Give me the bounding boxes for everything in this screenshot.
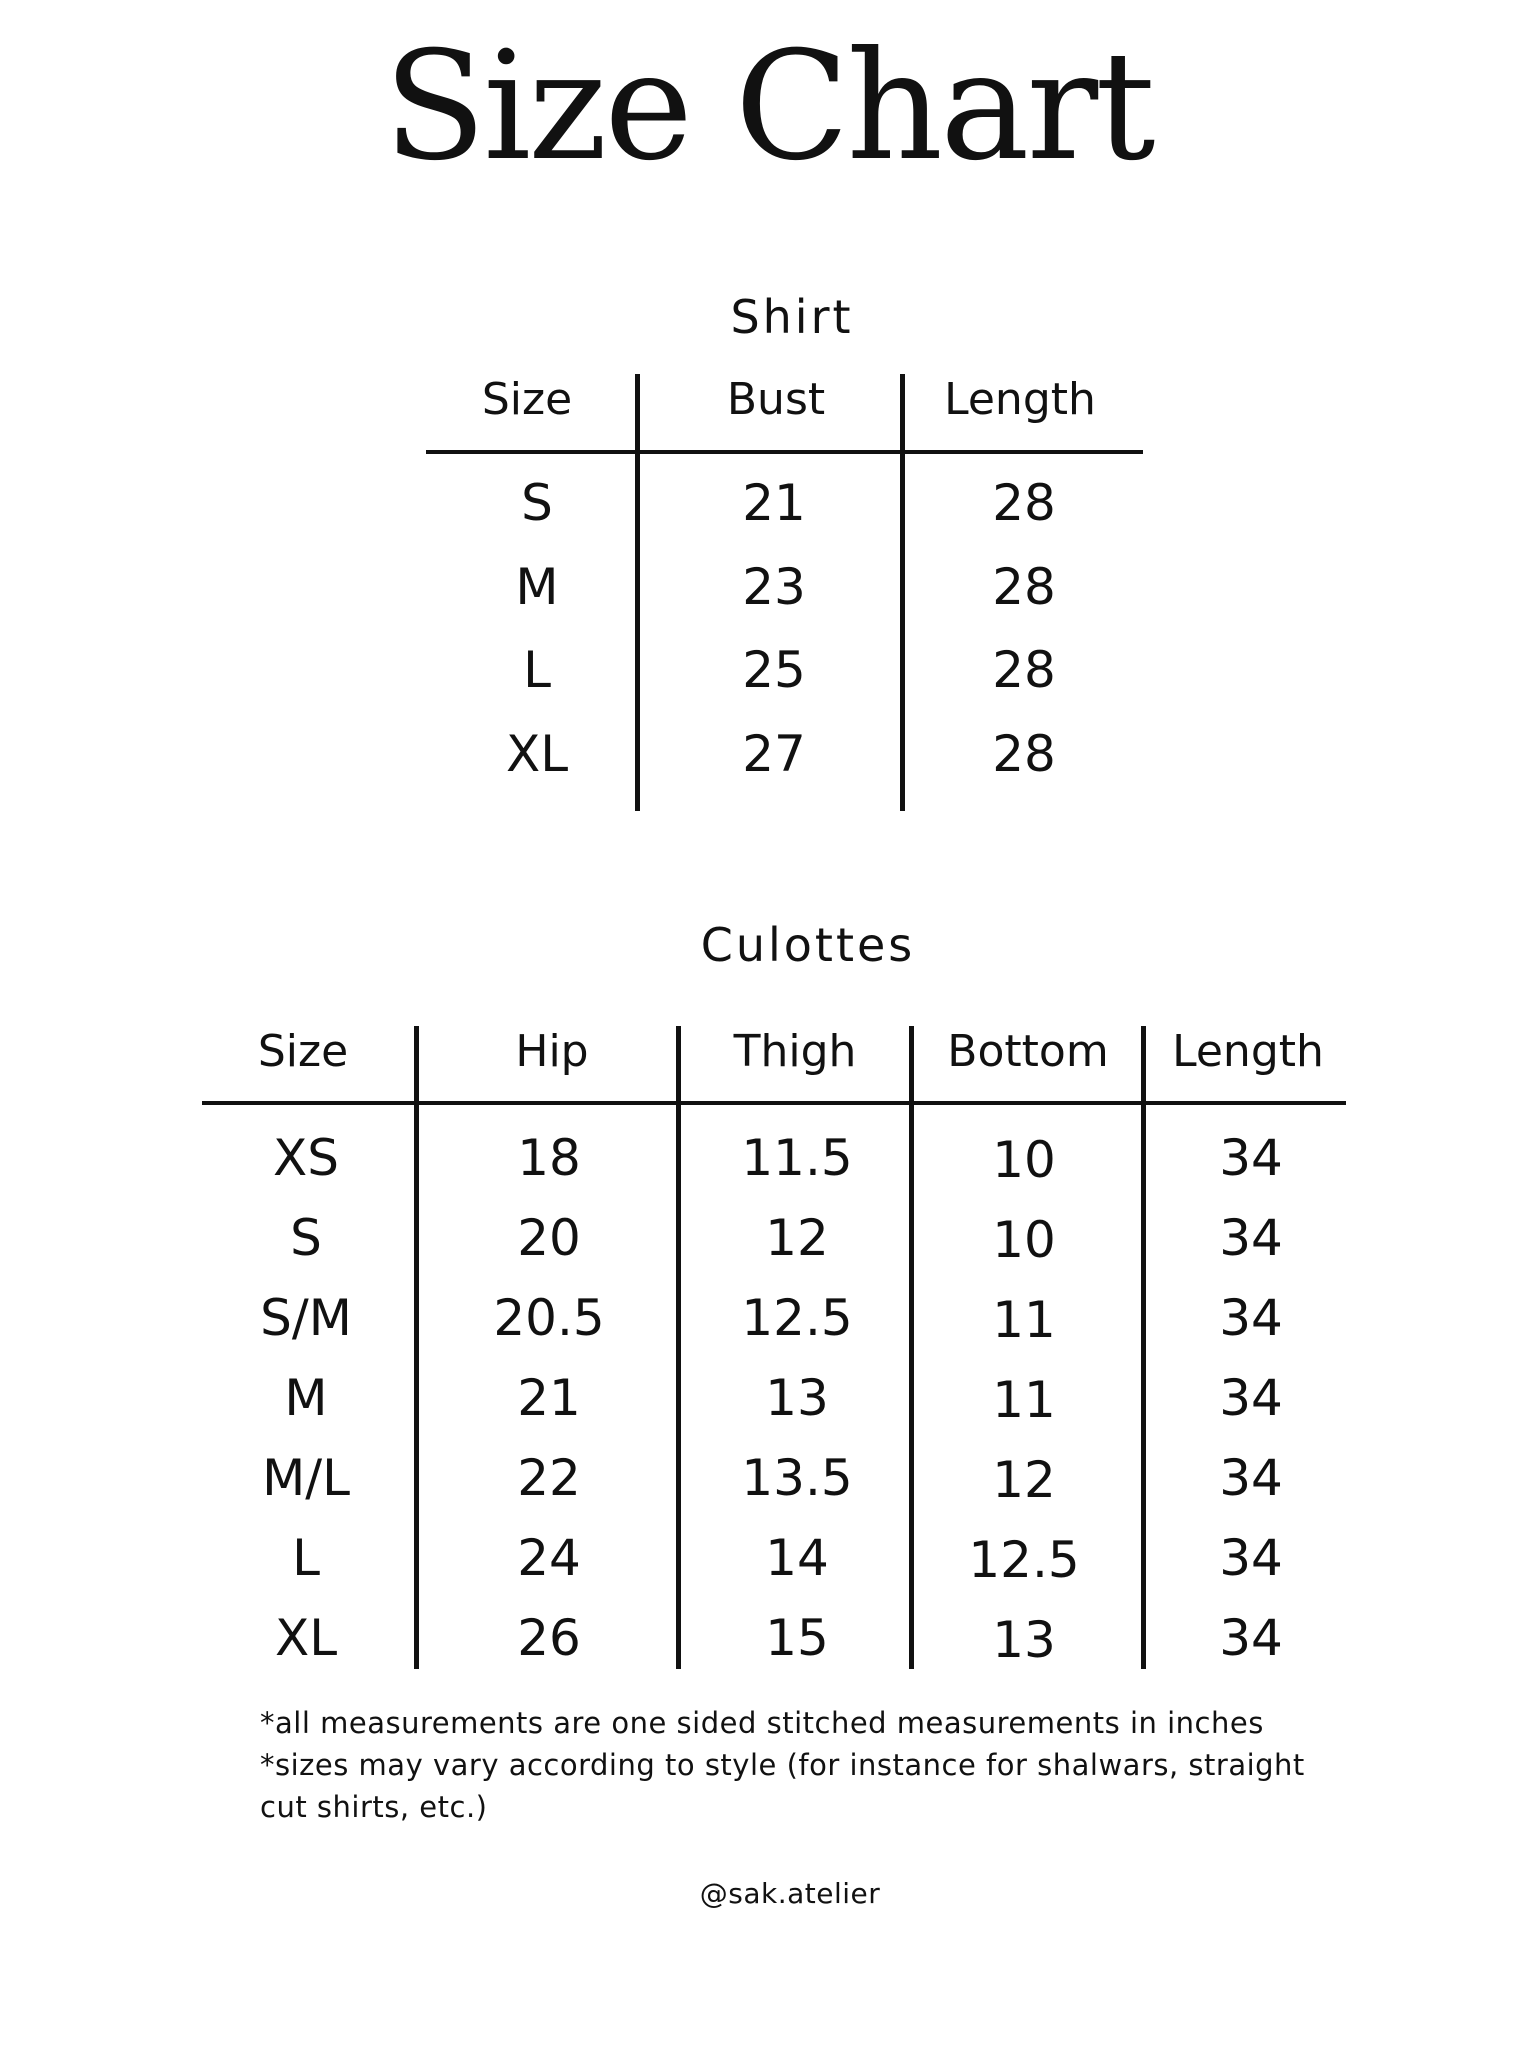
culottes-cell-size: S [290,1209,322,1267]
culottes-cell-size: M [284,1369,328,1427]
shirt-cell-size: L [523,641,551,699]
culottes-cell-bottom: 10 [992,1211,1056,1269]
shirt-header-size: Size [481,374,573,425]
brand-handle: @sak.atelier [699,1877,881,1910]
culottes-cell-length: 34 [1219,1609,1283,1667]
culottes-cell-length: 34 [1219,1369,1283,1427]
shirt-cell-size: M [515,558,559,616]
shirt-cell-length: 28 [992,641,1056,699]
culottes-column-divider [909,1026,914,1669]
shirt-cell-bust: 21 [742,474,806,532]
shirt-cell-bust: 25 [742,641,806,699]
footnote-line: *all measurements are one sided stitched measurements in inches [260,1706,1264,1740]
shirt-header-length: Length [944,374,1096,425]
shirt-cell-size: XL [505,725,569,783]
culottes-cell-size: S/M [260,1289,352,1347]
culottes-cell-thigh: 11.5 [741,1129,853,1187]
culottes-cell-hip: 26 [517,1609,581,1667]
shirt-header-bust: Bust [726,374,826,425]
culottes-cell-length: 34 [1219,1529,1283,1587]
culottes-cell-thigh: 14 [765,1529,829,1587]
culottes-cell-bottom: 10 [992,1131,1056,1189]
culottes-header-rule [202,1101,1346,1105]
culottes-cell-size: L [292,1529,320,1587]
culottes-cell-thigh: 13.5 [741,1449,853,1507]
culottes-cell-length: 34 [1219,1449,1283,1507]
culottes-header-hip: Hip [515,1026,589,1077]
culottes-column-divider [1141,1026,1146,1669]
culottes-cell-bottom: 12.5 [968,1531,1080,1589]
culottes-cell-bottom: 11 [992,1291,1056,1349]
footnote-line: *sizes may vary according to style (for instance for shalwars, straight [260,1748,1305,1782]
page-title: Size Chart [383,20,1153,194]
culottes-cell-thigh: 13 [765,1369,829,1427]
culottes-column-divider [676,1026,681,1669]
shirt-cell-length: 28 [992,474,1056,532]
shirt-column-divider [900,374,905,811]
shirt-cell-size: S [521,474,553,532]
shirt-cell-bust: 27 [742,725,806,783]
culottes-header-size: Size [257,1026,349,1077]
footnote-line: cut shirts, etc.) [260,1790,488,1824]
culottes-section-title: Culottes [700,918,916,972]
culottes-cell-bottom: 12 [992,1451,1056,1509]
culottes-cell-length: 34 [1219,1129,1283,1187]
shirt-cell-bust: 23 [742,558,806,616]
culottes-header-length: Length [1172,1026,1324,1077]
shirt-header-rule [426,450,1143,454]
culottes-cell-hip: 20 [517,1209,581,1267]
shirt-column-divider [635,374,640,811]
culottes-cell-size: M/L [262,1449,350,1507]
culottes-cell-thigh: 15 [765,1609,829,1667]
culottes-cell-thigh: 12 [765,1209,829,1267]
shirt-cell-length: 28 [992,725,1056,783]
culottes-header-bottom: Bottom [947,1026,1109,1077]
culottes-cell-hip: 22 [517,1449,581,1507]
culottes-cell-thigh: 12.5 [741,1289,853,1347]
culottes-header-thigh: Thigh [733,1026,857,1077]
culottes-column-divider [414,1026,419,1669]
culottes-cell-size: XS [273,1129,339,1187]
culottes-cell-hip: 20.5 [493,1289,605,1347]
culottes-cell-bottom: 13 [992,1611,1056,1669]
shirt-section-title: Shirt [730,290,854,344]
culottes-cell-length: 34 [1219,1209,1283,1267]
culottes-cell-bottom: 11 [992,1371,1056,1429]
culottes-cell-hip: 18 [517,1129,581,1187]
shirt-cell-length: 28 [992,558,1056,616]
culottes-cell-hip: 24 [517,1529,581,1587]
culottes-cell-size: XL [274,1609,338,1667]
culottes-cell-hip: 21 [517,1369,581,1427]
footnotes [260,1702,1305,1828]
culottes-cell-length: 34 [1219,1289,1283,1347]
